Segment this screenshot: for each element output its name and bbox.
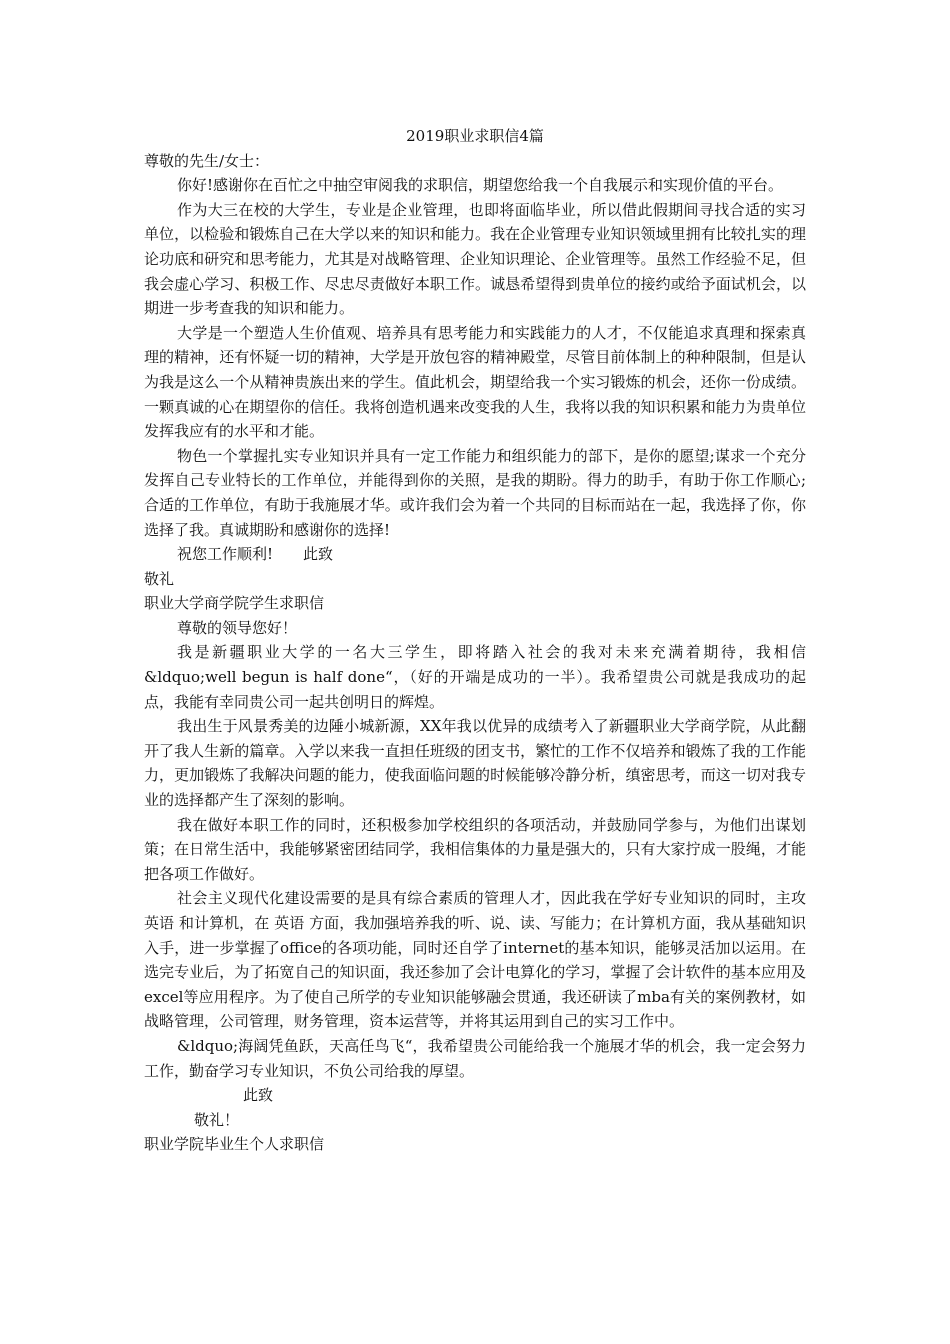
- letter1-paragraph-2: 作为大三在校的大学生，专业是企业管理，也即将面临毕业，所以借此假期间寻找合适的实习单位，以检验和锻炼自己在大学以来的知识和能力。我在企业管理专业知识领域里拥有比较扎实的理论功底和研究和思考能力，尤其是对战略管理、企业知识理论、企业管理等。虽然工作经验不足，但我会虚心学习、积极工作、尽忠尽责做好本职工作。诚恳希望得到贵单位的接约或给予面试机会，以期进一步考查我的知识和能力。: [144, 200, 806, 318]
- letter2-salutation: 尊敬的领导您好！: [177, 618, 298, 637]
- letter1-paragraph-3: 大学是一个塑造人生价值观、培养具有思考能力和实践能力的人才，不仅能追求真理和探索真理的精神，还有怀疑一切的精神，大学是开放包容的精神殿堂，尽管目前体制上的种种限制，但是认为我是这么一个从精神贵族出来的学生。值此机会，期望给我一个实习锻炼的机会，还你一份成绩。一颗真诚的心在期望你的信任。我将创造机遇来改变我的人生，我将以我的知识积累和能力为贵单位发挥我应有的水平和才能。: [144, 323, 806, 441]
- letter2-paragraph-2: 我出生于风景秀美的边陲小城新源，XX年我以优异的成绩考入了新疆职业大学商学院，从此翻开了我人生新的篇章。入学以来我一直担任班级的团支书，繁忙的工作不仅培养和锻炼了我的工作能力，更加锻炼了我解决问题的能力，使我面临问题的时候能够冷静分析，缜密思考，而这一切对我专业的选择都产生了深刻的影响。: [144, 717, 806, 810]
- letter1-paragraph-1: 你好!感谢你在百忙之中抽空审阅我的求职信，期望您给我一个自我展示和实现价值的平台。: [177, 176, 784, 195]
- document-page: [144, 124, 806, 1157]
- letter2-heading: 职业大学商学院学生求职信: [144, 594, 325, 613]
- letter2-paragraph-1: 我是新疆职业大学的一名大三学生，即将踏入社会的我对未来充满着期待，我相信&ldquo;well begun is half done“，（好的开端是成功的一半）。我希望贵公司就是我成功的起点，我能有幸同贵公司一起共创明日的辉煌。: [144, 643, 806, 711]
- document-title: 2019职业求职信4篇: [406, 127, 544, 145]
- letter1-paragraph-4: 物色一个掌握扎实专业知识并具有一定工作能力和组织能力的部下，是你的愿望;谋求一个充分发挥自己专业特长的工作单位，并能得到你的关照，是我的期盼。得力的助手，有助于你工作顺心;合适的工作单位，有助于我施展才华。或许我们会为着一个共同的目标而站在一起，我选择了你，你选择了我。真诚期盼和感谢你的选择!: [144, 446, 806, 539]
- letter2-closing: 此致: [243, 1086, 274, 1105]
- letter1-salutation: 尊敬的先生/女士：: [144, 151, 270, 170]
- letter2-paragraph-5: &ldquo;海阔凭鱼跃，天高任鸟飞“，我希望贵公司能给我一个施展才华的机会，我一定会努力工作，勤奋学习专业知识，不负公司给我的厚望。: [144, 1036, 806, 1080]
- letter1-regards: 敬礼: [144, 569, 175, 588]
- letter2-paragraph-4: 社会主义现代化建设需要的是具有综合素质的管理人才，因此我在学好专业知识的同时，主攻 英语 和计算机，在 英语 方面，我加强培养我的听、说、读、写能力；在计算机方面，我从基础知识入手，进一步掌握了office的各项功能，同时还自学了internet的基本知识，能够灵活加以运用。在选完专业后，为了拓宽自己的知识面，我还参加了会计电算化的学习，掌握了会计软件的基本应用及excel等应用程序。为了使自己所学的专业知识能够融会贯通，我还研读了mba有关的案例教材，如战略管理，公司管理，财务管理，资本运营等，并将其运用到自己的实习工作中。: [144, 889, 806, 1031]
- letter2-regards: 敬礼！: [194, 1110, 240, 1129]
- letter2-paragraph-3: 我在做好本职工作的同时，还积极参加学校组织的各项活动，并鼓励同学参与，为他们出谋划策；在日常生活中，我能够紧密团结同学，我相信集体的力量是强大的，只有大家拧成一股绳，才能把各项工作做好。: [144, 815, 806, 883]
- letter1-closing: 祝您工作顺利! 此致: [177, 545, 334, 564]
- letter3-heading: 职业学院毕业生个人求职信: [144, 1135, 325, 1154]
